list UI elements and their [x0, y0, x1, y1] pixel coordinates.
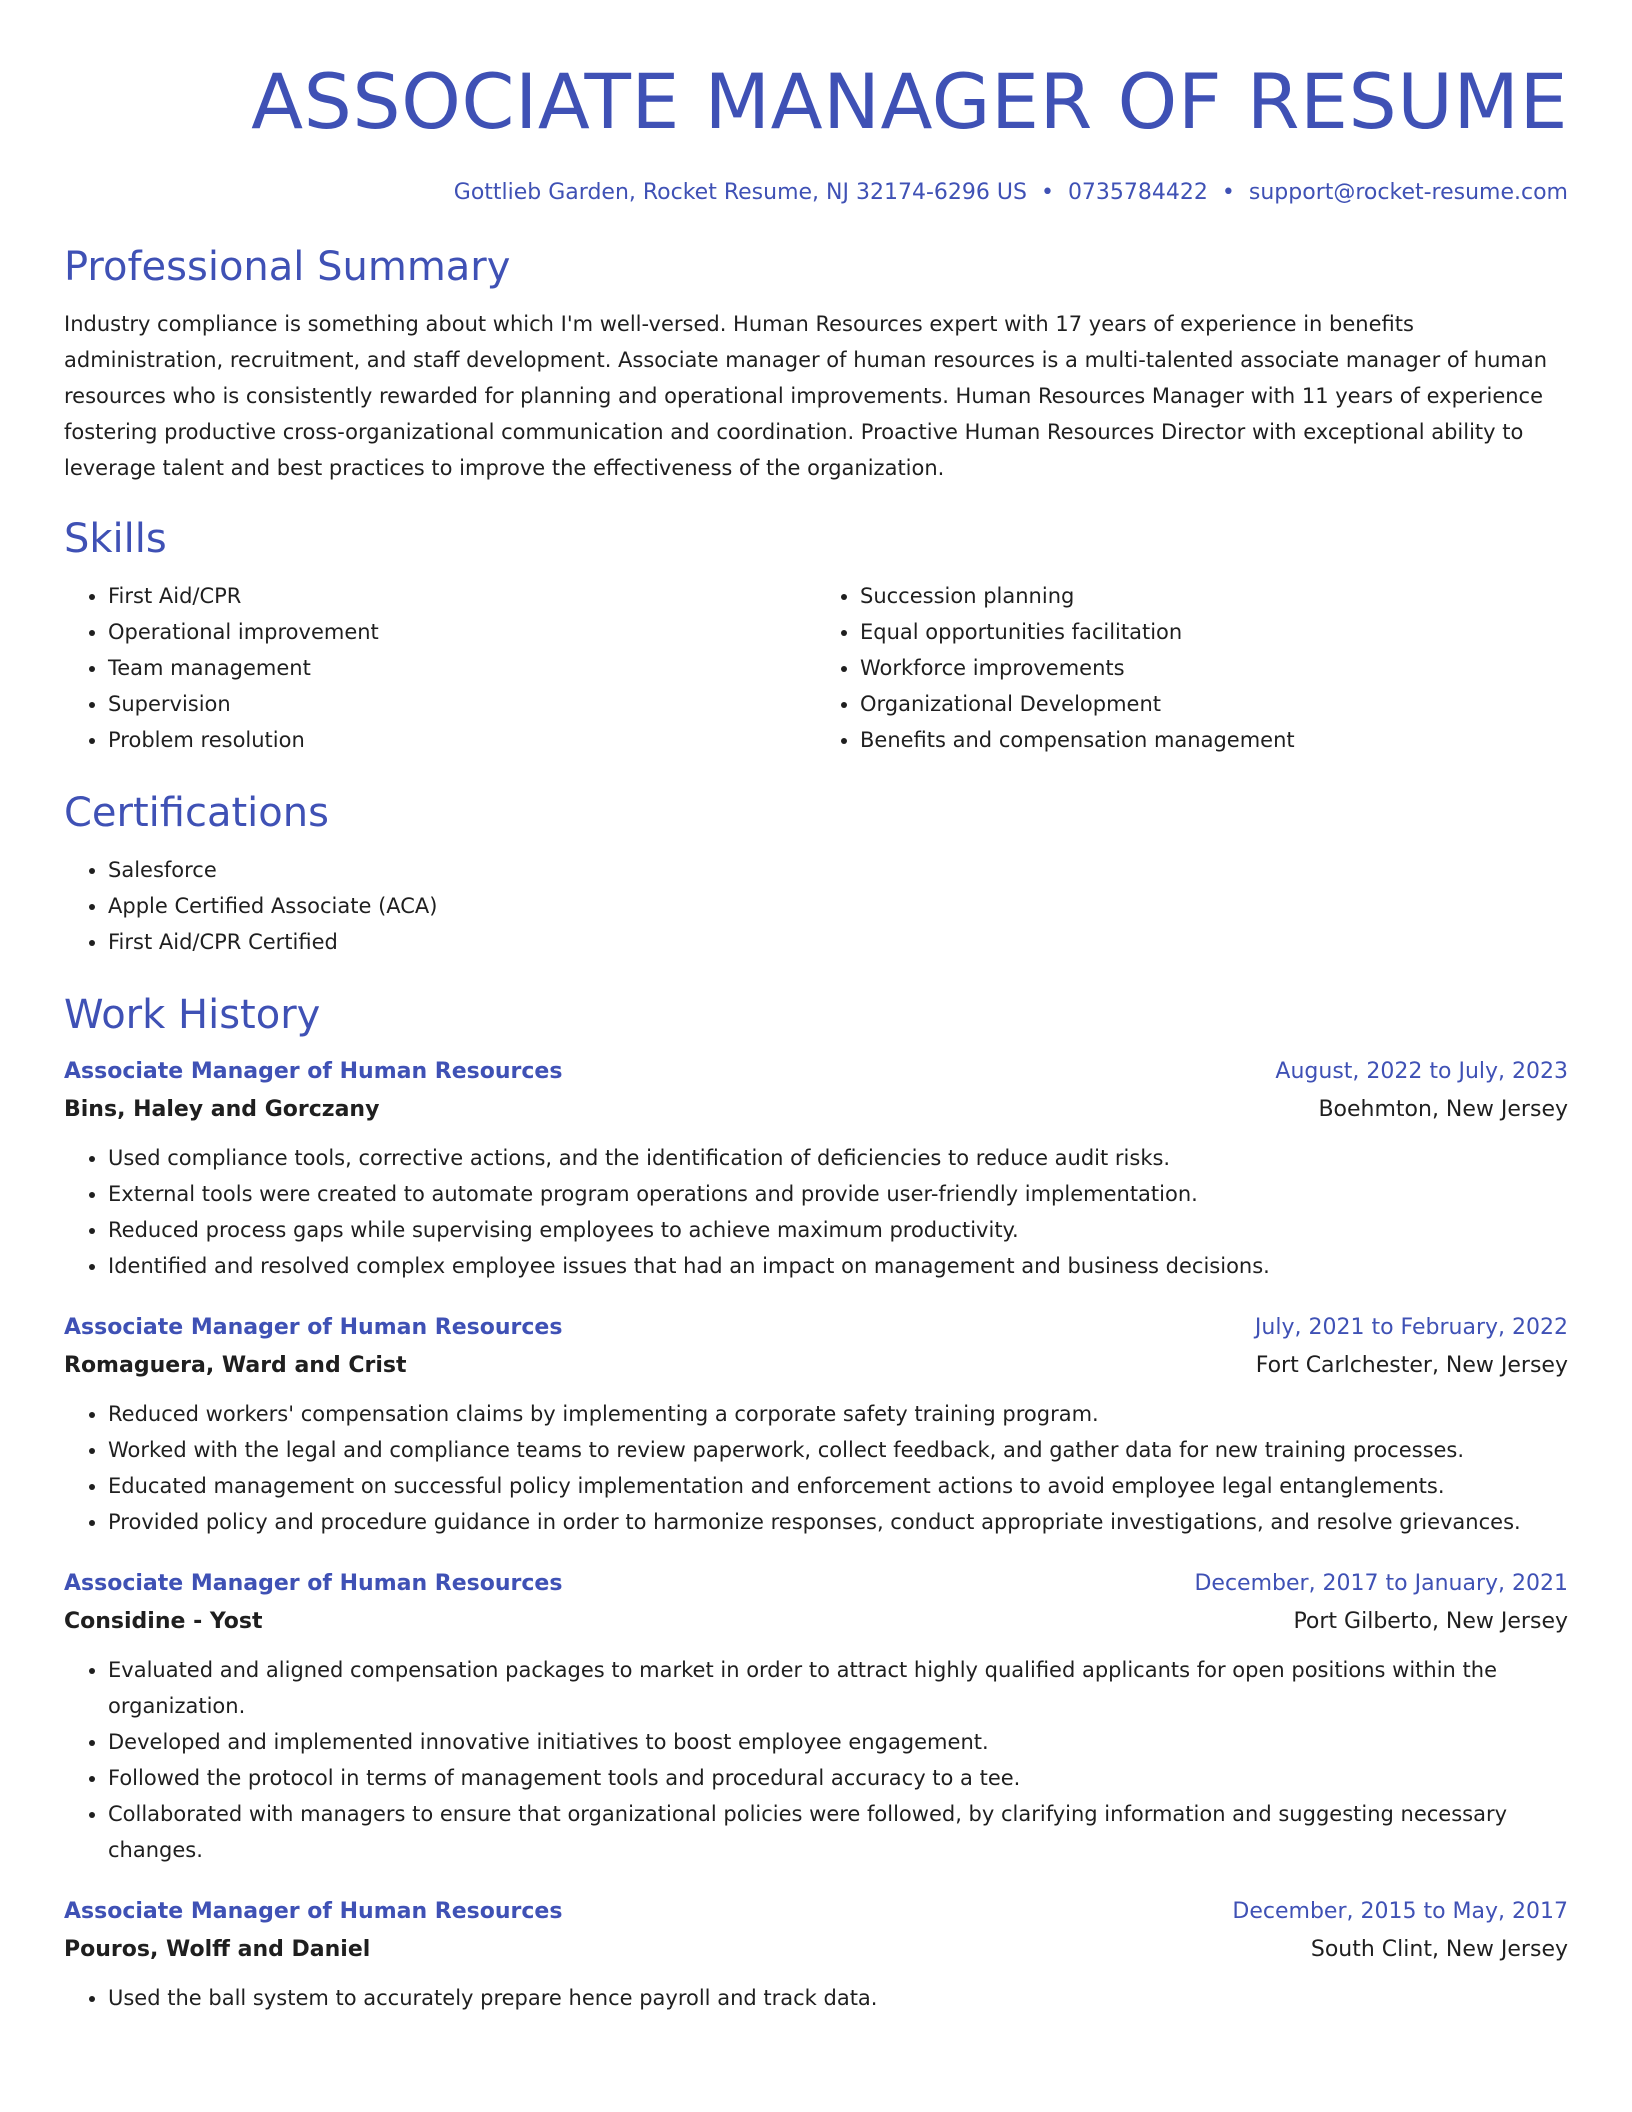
skill-item: • Team management [108, 650, 816, 686]
job-title: Associate Manager of Human Resources [64, 1899, 563, 1924]
job-bullet: • Developed and implemented innovative initiatives to boost employee engagement. [108, 1724, 1568, 1760]
job-bullet: • Educated management on successful policy implementation and enforcement actions to avoid employee legal entanglements. [108, 1468, 1568, 1504]
job-title: Associate Manager of Human Resources [64, 1571, 563, 1596]
skills-section [64, 514, 1568, 758]
job-bullet: • Reduced process gaps while supervising employees to achieve maximum productivity. [108, 1212, 1568, 1248]
summary-heading: Professional Summary [64, 244, 511, 290]
job-company-row [64, 1602, 1568, 1642]
job-company-row [64, 1930, 1568, 1970]
job-company-row [64, 1090, 1568, 1130]
certifications-section [64, 788, 1568, 960]
skill-item: • Problem resolution [108, 722, 816, 758]
contact-address: Gottlieb Garden, Rocket Resume, NJ 32174-6296 US [453, 180, 1027, 205]
skills-list-left [64, 578, 816, 758]
job-bullet: • Provided policy and procedure guidance in order to harmonize responses, conduct appropriate investigations, and resolve grievances. [108, 1504, 1568, 1540]
job-entry [64, 1894, 1568, 2016]
certification-item: • First Aid/CPR Certified [108, 924, 1568, 960]
certification-item: • Apple Certified Associate (ACA) [108, 888, 1568, 924]
skills-list-right [816, 578, 1568, 758]
skills-heading: Skills [64, 516, 167, 562]
job-company: Pouros, Wolff and Daniel [64, 1937, 371, 1962]
job-company: Romaguera, Ward and Crist [64, 1353, 407, 1378]
resume-header [64, 0, 1568, 208]
job-title: Associate Manager of Human Resources [64, 1059, 563, 1084]
job-bullet: • Used compliance tools, corrective actions, and the identification of deficiencies to reduce audit risks. [108, 1140, 1568, 1176]
certifications-list [64, 852, 1568, 960]
job-dates: December, 2017 to January, 2021 [1194, 1571, 1568, 1596]
job-title: Associate Manager of Human Resources [64, 1315, 563, 1340]
job-location: Port Gilberto, New Jersey [1293, 1609, 1568, 1634]
job-entry [64, 1310, 1568, 1540]
job-company-row [64, 1346, 1568, 1386]
job-dates: December, 2015 to May, 2017 [1232, 1899, 1568, 1924]
job-bullet: • Followed the protocol in terms of management tools and procedural accuracy to a tee. [108, 1760, 1568, 1796]
skill-item: • First Aid/CPR [108, 578, 816, 614]
job-bullet: • Evaluated and aligned compensation packages to market in order to attract highly qualified applicants for open positions within the organization. [108, 1652, 1568, 1724]
job-bullet: • Reduced workers' compensation claims by implementing a corporate safety training program. [108, 1396, 1568, 1432]
contact-phone: 0735784422 [1067, 180, 1208, 205]
job-bullet: • Collaborated with managers to ensure that organizational policies were followed, by clarifying information and suggesting necessary changes. [108, 1796, 1568, 1868]
summary-text: Industry compliance is something about which I'm well-versed. Human Resources expert with 17 years of experience in benefits administration, recruitment, and staff development. Associate manager of human resources is a multi-talented associate manager of human resources who is consistently rewarded for planning and operational improvements. Human Resources Manager with 11 years of experience fostering productive cross-organizational communication and coordination. Proactive Human Resources Director with exceptional ability to leverage talent and best practices to improve the effectiveness of the organization. [64, 312, 1548, 480]
contact-email: support@rocket-resume.com [1248, 180, 1568, 205]
work-history-heading: Work History [64, 992, 321, 1038]
skill-item: • Workforce improvements [860, 650, 1568, 686]
job-dates: August, 2022 to July, 2023 [1275, 1059, 1568, 1084]
contact-line [64, 178, 1568, 208]
job-title-row [64, 1310, 1568, 1346]
job-entry [64, 1054, 1568, 1284]
skill-item: • Succession planning [860, 578, 1568, 614]
certifications-heading: Certifications [64, 790, 329, 836]
job-company: Considine - Yost [64, 1609, 263, 1634]
work-history-section [64, 990, 1568, 2016]
job-bullet: • Identified and resolved complex employee issues that had an impact on management and business decisions. [108, 1248, 1568, 1284]
job-bullets [64, 1140, 1568, 1284]
job-bullets [64, 1652, 1568, 1868]
skills-columns [64, 578, 1568, 758]
skill-item: • Equal opportunities facilitation [860, 614, 1568, 650]
job-bullet: • Used the ball system to accurately prepare hence payroll and track data. [108, 1980, 1568, 2016]
skill-item: • Operational improvement [108, 614, 816, 650]
job-title-row [64, 1894, 1568, 1930]
contact-separator: • [1040, 180, 1054, 205]
resume-name: ASSOCIATE MANAGER OF RESUME [251, 57, 1568, 146]
contact-separator: • [1221, 180, 1235, 205]
job-bullet: • Worked with the legal and compliance teams to review paperwork, collect feedback, and gather data for new training processes. [108, 1432, 1568, 1468]
job-bullets [64, 1396, 1568, 1540]
skill-item: • Supervision [108, 686, 816, 722]
summary-section [64, 242, 1568, 486]
job-entry [64, 1566, 1568, 1868]
certification-item: • Salesforce [108, 852, 1568, 888]
job-dates: July, 2021 to February, 2022 [1254, 1315, 1568, 1340]
job-location: Fort Carlchester, New Jersey [1255, 1353, 1568, 1378]
job-bullet: • External tools were created to automate program operations and provide user-friendly implementation. [108, 1176, 1568, 1212]
skill-item: • Organizational Development [860, 686, 1568, 722]
job-title-row [64, 1566, 1568, 1602]
job-company: Bins, Haley and Gorczany [64, 1097, 380, 1122]
job-title-row [64, 1054, 1568, 1090]
skill-item: • Benefits and compensation management [860, 722, 1568, 758]
job-location: South Clint, New Jersey [1310, 1937, 1568, 1962]
job-bullets [64, 1980, 1568, 2016]
job-location: Boehmton, New Jersey [1318, 1097, 1568, 1122]
